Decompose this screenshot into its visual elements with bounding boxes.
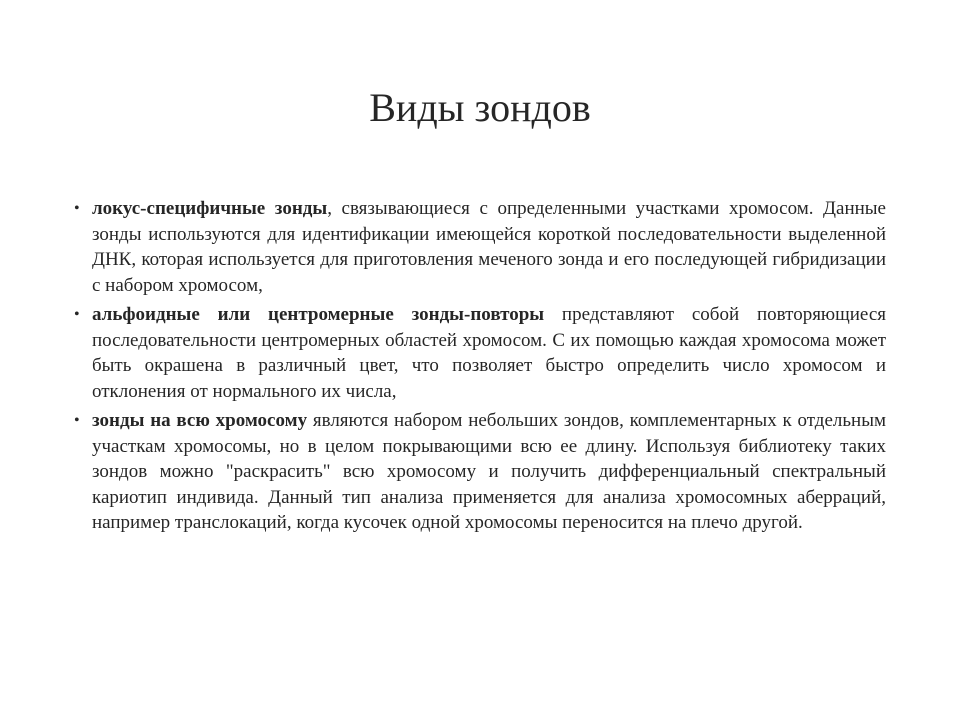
list-item-locus-probes xyxy=(74,196,886,298)
bullet-list xyxy=(74,196,886,540)
term-whole-chromosome: зонды на всю хромосому xyxy=(92,410,308,431)
slide-title: Виды зондов xyxy=(369,85,591,130)
list-item-centromeric-probes xyxy=(74,302,886,404)
description-centromeric: представляют собой повторяющиеся последовательности центромерных областей хромосом. С их помощью каждая хромосома может быть окрашена в различный цвет, что позволяет быстро определить число хромосом и отклонения от нормального их числа, xyxy=(92,304,886,402)
bullet-icon: • xyxy=(74,412,80,429)
list-item-whole-chromosome-probes xyxy=(74,408,886,536)
bullet-icon: • xyxy=(74,306,80,323)
term-locus-specific: локус-специфичные зонды xyxy=(92,198,328,219)
description-whole-chromosome: являются набором небольших зондов, комплементарных к отдельным участкам хромосомы, но в целом покрывающими всю ее длину. Используя библиотеку таких зондов можно "раскрасить" всю хромосому и получить дифференциальный спектральный кариотип индивида. Данный тип анализа применяется для анализа хромосомных аберраций, например транслокаций, когда кусочек одной хромосомы переносится на плечо другой. xyxy=(92,410,887,533)
bullet-icon: • xyxy=(74,200,80,217)
term-centromeric: альфоидные или центромерные зонды-повторы xyxy=(92,304,545,325)
description-locus-specific: , связывающиеся с определенными участками хромосом. Данные зонды используются для идентификации имеющейся короткой последовательности выделенной ДНК, которая используется для приготовления меченого зонда и его последующей гибридизации с набором хромосом, xyxy=(92,198,886,296)
